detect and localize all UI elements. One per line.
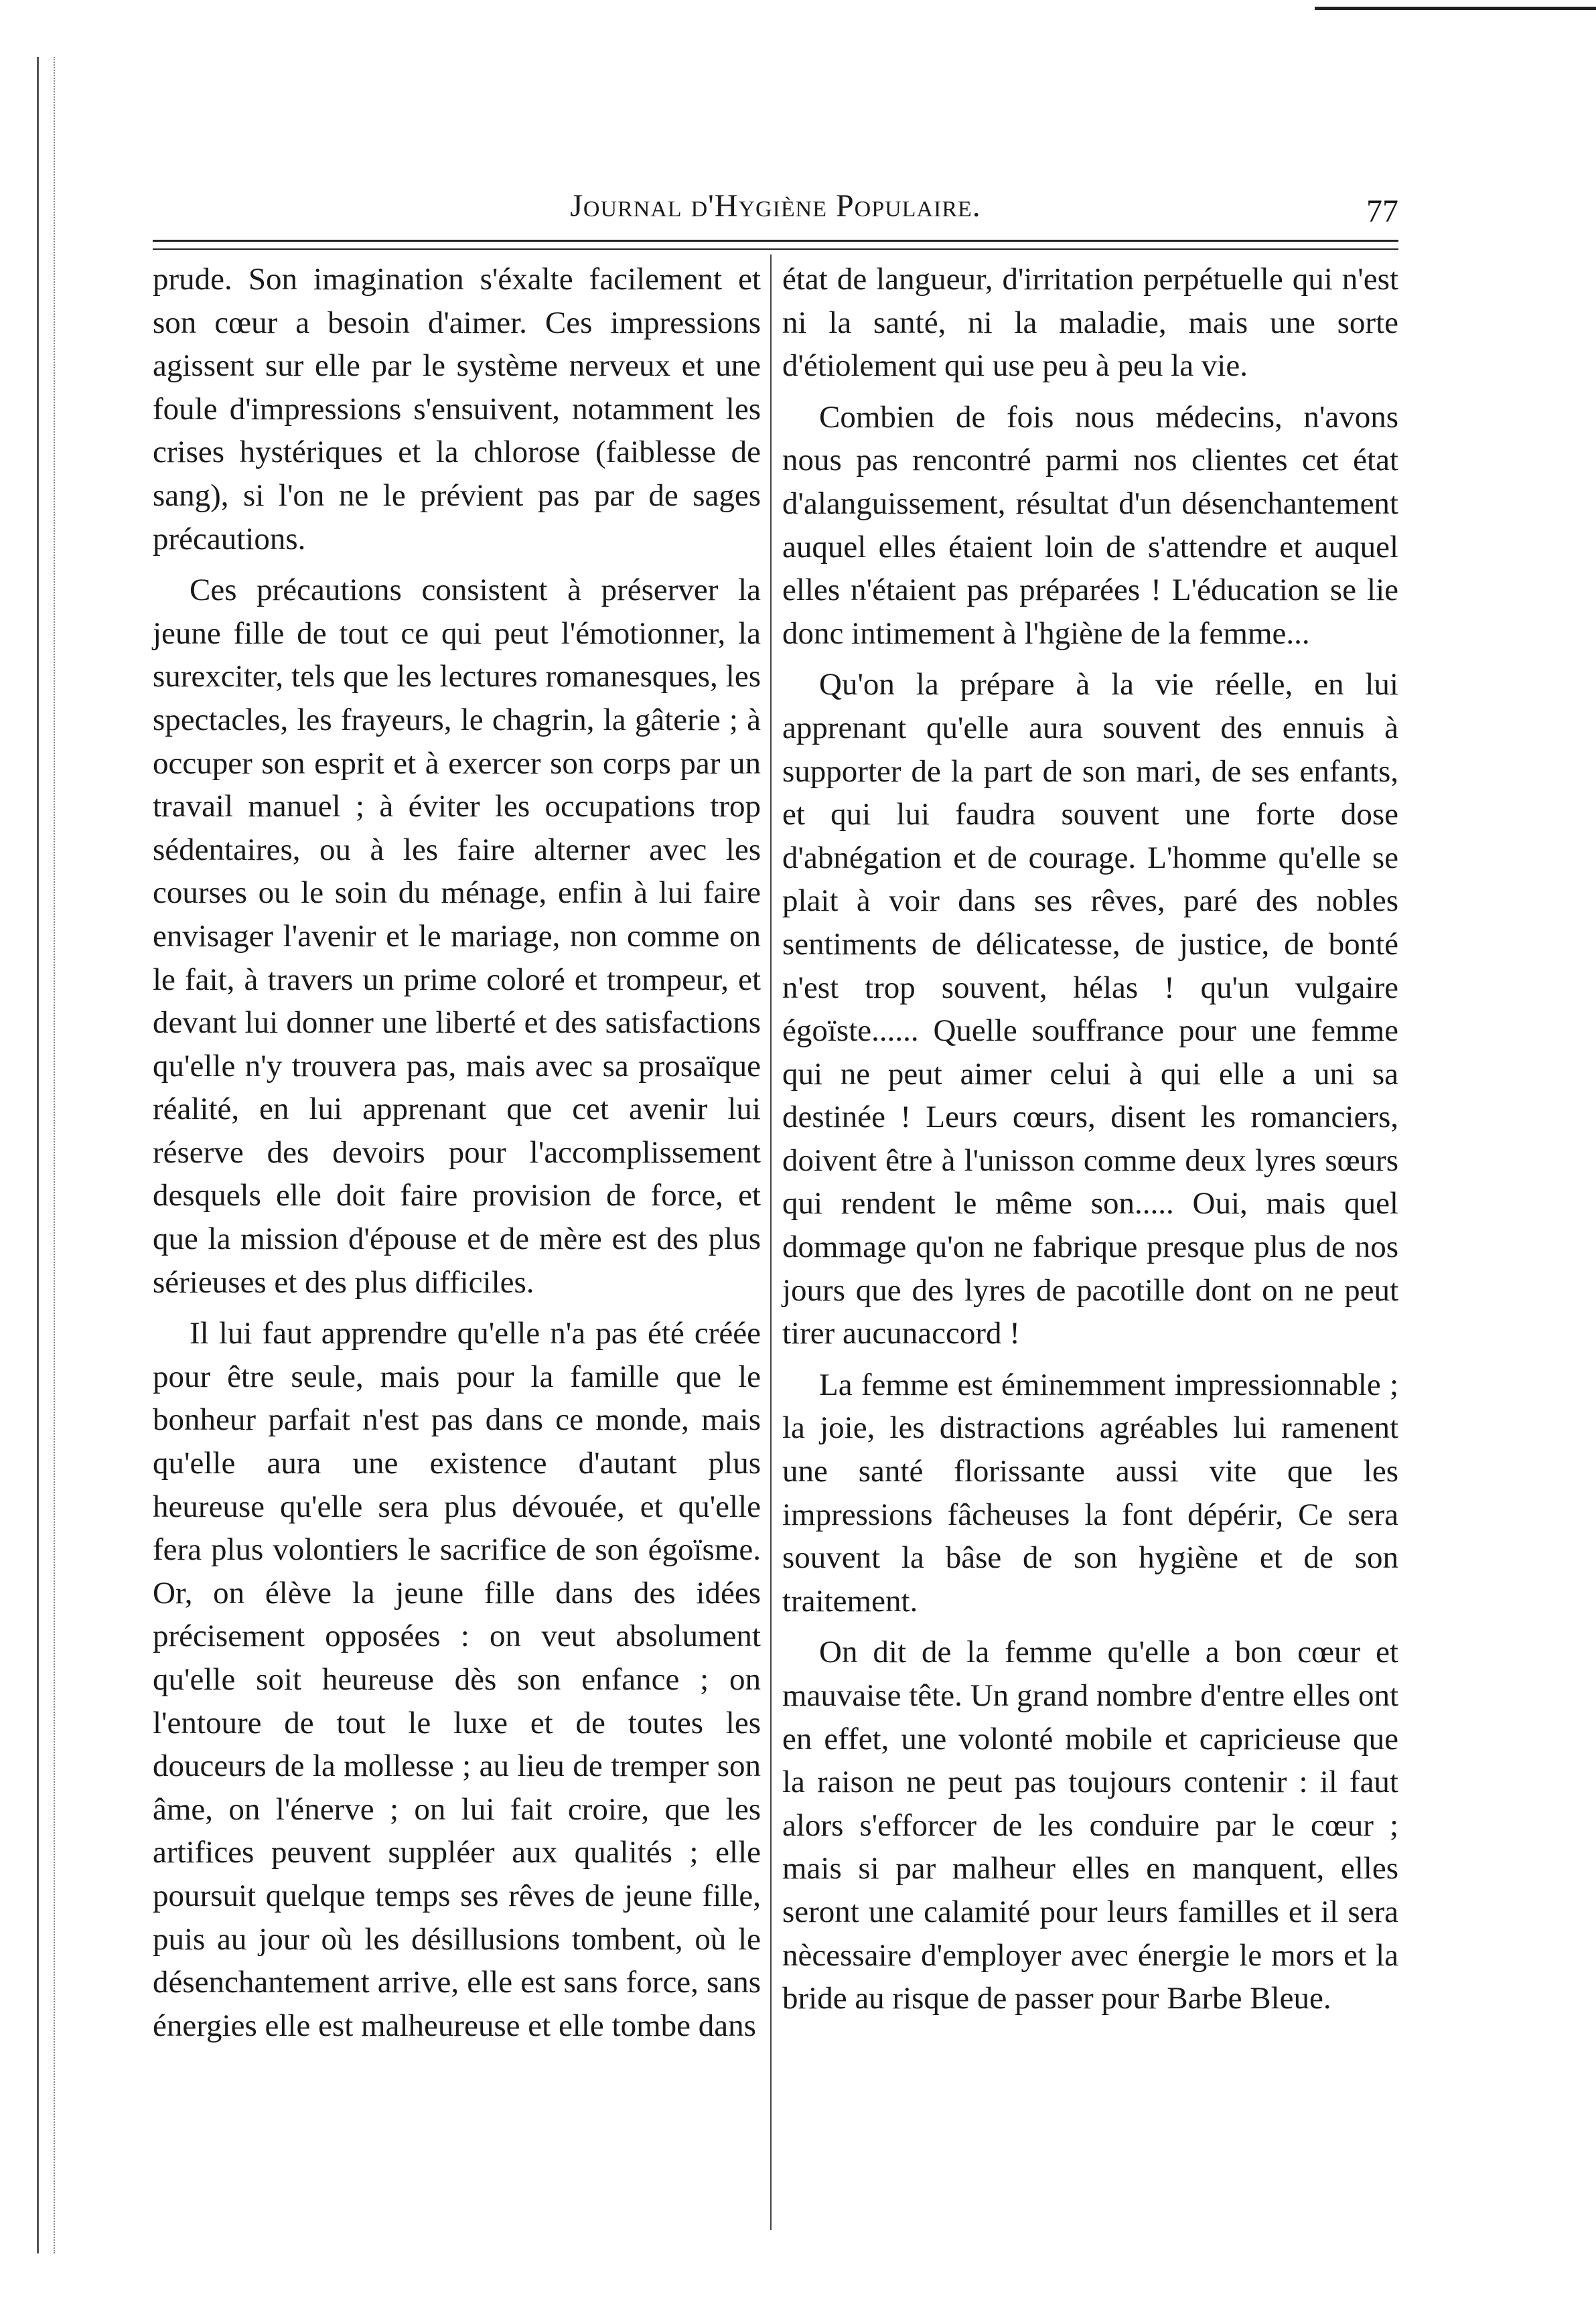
header-rule xyxy=(153,240,1398,250)
corner-rule xyxy=(1315,7,1596,10)
left-column xyxy=(153,258,761,2055)
page-number: 77 xyxy=(1366,194,1398,229)
binding-edge xyxy=(37,57,55,2253)
column-divider xyxy=(770,254,772,2230)
paragraph: La femme est éminemment impressionnable ; la joie, les distractions agréables lui ramenent une santé florissante aussi vite que les impressions fâcheuses la font dépérir, Ce sera souvent la bâse de son hygiène et de son traitement. xyxy=(782,1367,1398,1619)
paragraph: Qu'on la prépare à la vie réelle, en lui apprenant qu'elle aura souvent des ennuis à supporter de la part de son mari, de ses enfants, et qui lui faudra souvent une forte dose d'abnégation et de courage. L'homme qu'elle se plait à voir dans ses rêves, paré des nobles sentiments de délicatesse, de justice, de bonté n'est trop souvent, hélas ! qu'un vulgaire égoïste...... Quelle souffrance pour une femme qui ne peut aimer celui à qui elle a uni sa destinée ! Leurs cœurs, disent les romanciers, doivent être à l'unisson comme deux lyres sœurs qui rendent le même son..... Oui, mais quel dommage qu'on ne fabrique presque plus de nos jours que des lyres de pacotille dont on ne peut tirer aucunaccord ! xyxy=(782,667,1398,1351)
paragraph: Combien de fois nous médecins, n'avons nous pas rencontré parmi nos clientes cet état d'alanguissement, résultat d'un désenchantement auquel elles étaient loin de s'attendre et auquel elles n'étaient pas préparées ! L'éducation se lie donc intimement à l'hgiène de la femme... xyxy=(782,399,1398,651)
running-title: Journal d'Hygiène Populaire. xyxy=(570,188,981,224)
paragraph: état de langueur, d'irritation perpétuelle qui n'est ni la santé, ni la maladie, mais une sorte d'étiolement qui use peu à peu la vie. xyxy=(782,262,1398,384)
paragraph: Il lui faut apprendre qu'elle n'a pas été créée pour être seule, mais pour la famille que le bonheur parfait n'est pas dans ce monde, mais qu'elle aura une existence d'autant plus heureuse qu'elle sera plus dévouée, et qu'elle fera plus volontiers le sacrifice de son égoïsme. Or, on élève la jeune fille dans des idées précisement opposées : on veut absolument qu'elle soit heureuse dès son enfance ; on l'entoure de tout le luxe et de toutes les douceurs de la mollesse ; au lieu de tremper son âme, on l'énerve ; on lui fait croire, que les artifices peuvent suppléer aux qualités ; elle poursuit quelque temps ses rêves de jeune fille, puis au jour où les désillusions tombent, où le désenchantement arrive, elle est sans force, sans énergies elle est malheureuse et elle tombe dans xyxy=(153,1316,761,2043)
right-column xyxy=(782,258,1398,2028)
page-header xyxy=(153,181,1398,234)
paragraph: On dit de la femme qu'elle a bon cœur et mauvaise tête. Un grand nombre d'entre elles ont en effet, une volonté mobile et capricieuse que la raison ne peut pas toujours contenir : il faut alors s'efforcer de les conduire par le cœur ; mais si par malheur elles en manquent, elles seront une calamité pour leurs familles et il sera nècessaire d'employer avec énergie le mors et la bride au risque de passer pour Barbe Bleue. xyxy=(782,1635,1398,2016)
paragraph: prude. Son imagination s'éxalte facilement et son cœur a besoin d'aimer. Ces impressions agissent sur elle par le système nerveux et une foule d'impressions s'ensuivent, notamment les crises hystériques et la chlorose (faiblesse de sang), si l'on ne le prévient pas par de sages précautions. xyxy=(153,262,761,556)
paragraph: Ces précautions consistent à préserver la jeune fille de tout ce qui peut l'émotionner, la surexciter, tels que les lectures romanesques, les spectacles, les frayeurs, le chagrin, la gâterie ; à occuper son esprit et à exercer son corps par un travail manuel ; à éviter les occupations trop sédentaires, ou à les faire alterner avec les courses ou le soin du ménage, enfin à lui faire envisager l'avenir et le mariage, non comme on le fait, à travers un prime coloré et trompeur, et devant lui donner une liberté et des satisfactions qu'elle n'y trouvera pas, mais avec sa prosaïque réalité, en lui apprenant que cet avenir lui réserve des devoirs pour l'accomplissement desquels elle doit faire provision de force, et que la mission d'épouse et de mère est des plus sérieuses et des plus difficiles. xyxy=(153,573,761,1300)
